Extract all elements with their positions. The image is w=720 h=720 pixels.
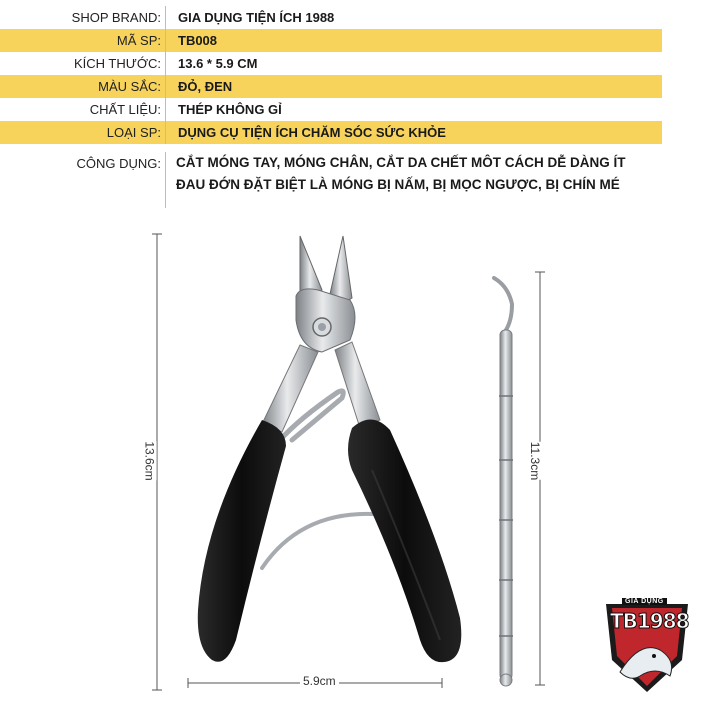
code-value: TB008 [178,33,218,48]
probe-dimension-label: 11.3cm [528,441,543,481]
material-value: THÉP KHÔNG GỈ [178,102,282,117]
brand-label: SHOP BRAND: [0,6,166,29]
width-dimension-label: 5.9cm [300,674,339,688]
brand-value: GIA DỤNG TIỆN ÍCH 1988 [178,10,335,25]
logo-small-text: GIA DỤNG [622,598,667,605]
usage-label: CÔNG DỤNG: [0,152,166,208]
nail-clipper-icon [198,236,462,662]
cuticle-probe-icon [494,278,513,686]
color-label: MÀU SẮC: [0,75,166,98]
height-dimension-label: 13.6cm [142,441,157,481]
size-value: 13.6 * 5.9 CM [178,56,258,71]
type-value: DỤNG CỤ TIỆN ÍCH CHĂM SÓC SỨC KHỎE [178,125,446,140]
size-label: KÍCH THƯỚC: [0,52,166,75]
type-label: LOẠI SP: [0,121,166,144]
usage-value: CẮT MÓNG TAY, MÓNG CHÂN, CẮT DA CHẾT MÔT CÁCH DỄ DÀNG ÍT ĐAU ĐỚN ĐẶT BIỆT LÀ MÓNG BỊ NẤM, BỊ MỌC NGƯỢC, BỊ CHÍN MÉ [176,155,626,192]
logo-main-text: TB1988 [610,609,689,633]
color-value: ĐỎ, ĐEN [178,79,233,94]
code-label: MÃ SP: [0,29,166,52]
material-label: CHẤT LIỆU: [0,98,166,121]
